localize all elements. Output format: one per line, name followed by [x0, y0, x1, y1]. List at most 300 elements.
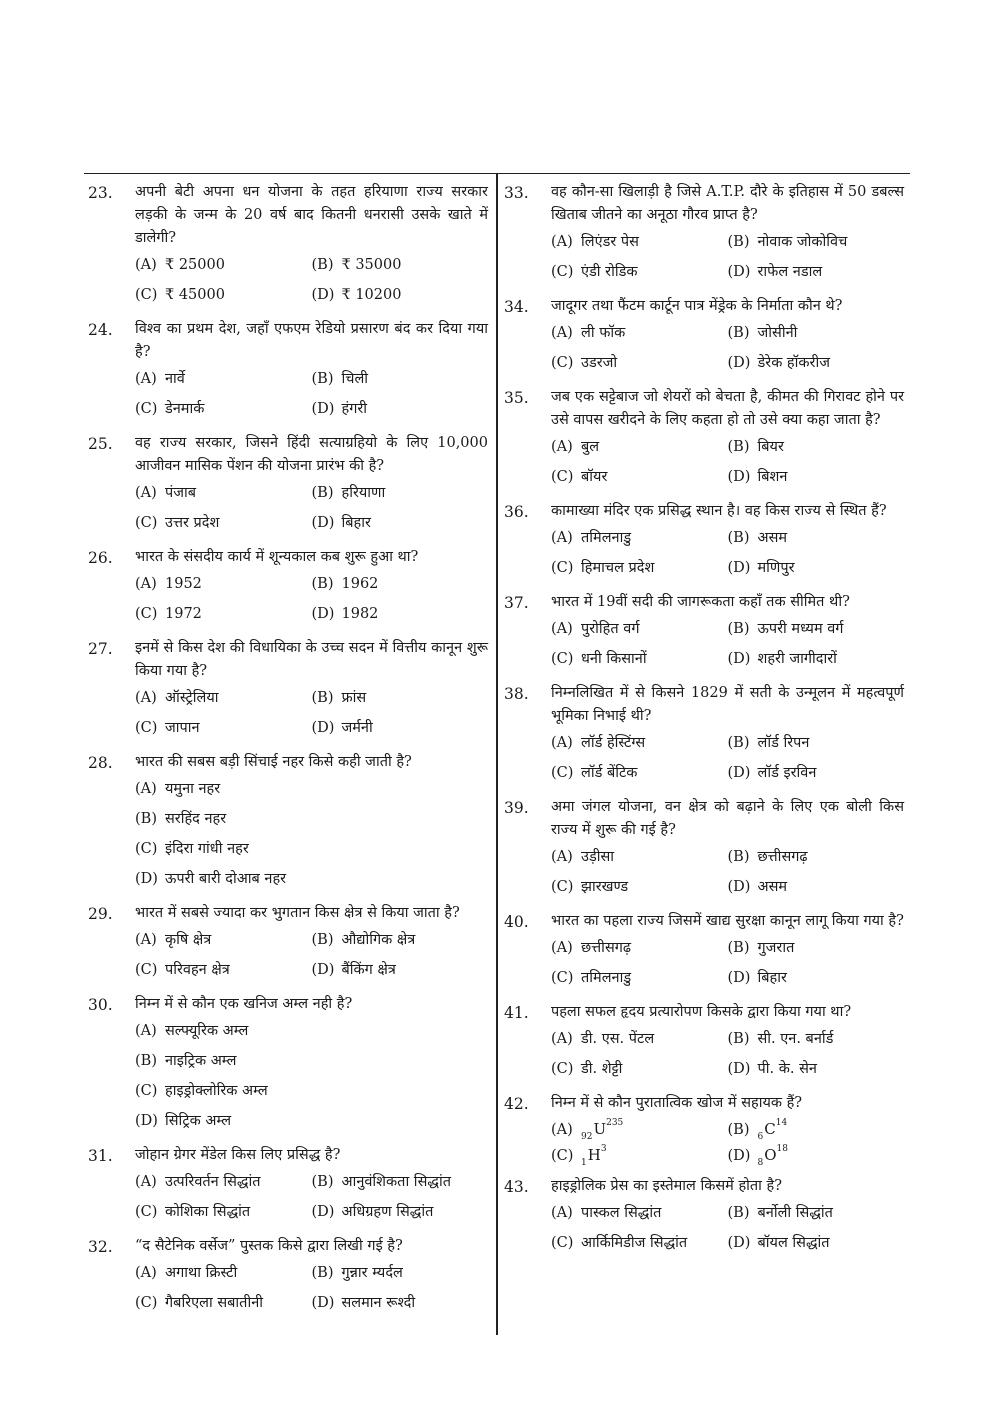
option-label: (C): [551, 765, 574, 781]
option-item[interactable]: [312, 959, 489, 982]
question-item: [504, 386, 904, 496]
option-item[interactable]: [728, 527, 905, 550]
option-label: (B): [311, 1174, 334, 1190]
option-item[interactable]: [728, 618, 905, 641]
option-text: ली फॉक: [581, 325, 626, 341]
option-item[interactable]: [728, 352, 905, 375]
option-label: (A): [135, 485, 157, 501]
question-text: भारत में 19वीं सदी की जागरूकता कहाँ तक सीमित थी?: [551, 594, 850, 610]
option-text: 1952: [165, 576, 202, 592]
option-item[interactable]: [135, 1110, 488, 1133]
option-item[interactable]: [551, 1202, 728, 1225]
option-item[interactable]: [551, 1058, 728, 1081]
question-text: अपनी बेटी अपना धन योजना के तहत हरियाणा राज्य सरकार लड़की के जन्म के 20 वर्ष बाद कितनी धनरासी उसके खाते में डालेगी?: [135, 184, 488, 246]
option-text: ऊपरी मध्यम वर्ग: [757, 621, 844, 637]
option-label: (C): [135, 841, 158, 857]
options-list: [135, 1020, 488, 1140]
option-label: (A): [551, 1122, 573, 1138]
option-item[interactable]: [728, 557, 905, 580]
option-text: डी. एस. पेंटल: [581, 1031, 655, 1047]
option-text: सल्फ्यूरिक अम्ल: [165, 1023, 249, 1039]
option-label: (A): [135, 690, 157, 706]
question-number: 23.: [88, 184, 113, 202]
option-item[interactable]: [728, 1028, 905, 1051]
option-text: हरियाणा: [341, 485, 386, 501]
option-item[interactable]: [728, 967, 905, 990]
option-label: (A): [135, 576, 157, 592]
option-text: 1982: [341, 606, 379, 622]
option-label: (B): [727, 621, 750, 637]
option-label: (B): [727, 325, 750, 341]
option-label: (D): [727, 1061, 751, 1077]
option-item[interactable]: [728, 322, 905, 345]
option-item[interactable]: [728, 762, 905, 785]
option-label: (C): [135, 287, 158, 303]
option-item[interactable]: [135, 808, 488, 831]
option-text: फ्रांस: [341, 690, 367, 706]
option-item[interactable]: [135, 368, 312, 391]
option-item[interactable]: [728, 732, 905, 755]
option-text: चिली: [341, 371, 369, 387]
option-label: (C): [135, 1083, 158, 1099]
option-item[interactable]: [728, 1202, 905, 1225]
option-item[interactable]: [135, 778, 488, 801]
option-item[interactable]: [551, 618, 728, 641]
option-text: राफेल नडाल: [757, 264, 823, 280]
question-number: 41.: [504, 1004, 529, 1022]
option-label: (D): [727, 970, 751, 986]
option-item[interactable]: [312, 284, 489, 307]
option-item[interactable]: [551, 876, 728, 899]
option-item[interactable]: [728, 648, 905, 671]
isotope-notation: [758, 1119, 788, 1142]
question-number: 33.: [504, 184, 529, 202]
column-divider: [496, 174, 498, 1335]
option-item[interactable]: [135, 838, 488, 861]
options-list: [135, 778, 488, 898]
option-item[interactable]: [312, 1292, 489, 1315]
option-label: (D): [727, 1148, 751, 1164]
question-text: भारत में सबसे ज्यादा कर भुगतान किस क्षेत्र से किया जाता है?: [135, 905, 460, 921]
option-label: (B): [311, 257, 334, 273]
option-text: ऊपरी बारी दोआब नहर: [165, 871, 287, 887]
option-item[interactable]: [551, 846, 728, 869]
option-text: नार्वे: [165, 371, 185, 387]
option-label: (C): [551, 970, 574, 986]
option-item[interactable]: [728, 937, 905, 960]
option-item[interactable]: [135, 482, 312, 505]
question-item: [504, 1175, 904, 1262]
option-item[interactable]: [551, 527, 728, 550]
question-text: जब एक सट्टेबाज जो शेयरों को बेचता है, कीमत की गिरावट होने पर उसे वापस खरीदने के लिए कहता हो तो उसे क्या कहा जाता है?: [551, 389, 904, 428]
option-text: लॉर्ड बेंटिक: [581, 765, 638, 781]
right-column: [504, 181, 904, 1266]
option-item[interactable]: [135, 929, 312, 952]
option-text: बर्नोली सिद्धांत: [757, 1205, 833, 1221]
question-text: “द सैटेनिक वर्सेज” पुस्तक किसे द्वारा लिखी गई है?: [135, 1238, 403, 1254]
isotope-notation: [581, 1119, 623, 1142]
option-text: बॉयर: [581, 469, 608, 485]
option-label: (D): [727, 879, 751, 895]
option-label: (B): [727, 439, 750, 455]
option-text: झारखण्ड: [581, 879, 629, 895]
option-text: तमिलनाडु: [581, 530, 632, 546]
option-item[interactable]: [135, 687, 312, 710]
question-number: 38.: [504, 685, 529, 703]
option-item[interactable]: [135, 717, 312, 740]
option-label: (A): [135, 932, 157, 948]
question-number: 43.: [504, 1178, 529, 1196]
option-item[interactable]: [551, 322, 728, 345]
options-list: [551, 322, 904, 382]
option-text: यमुना नहर: [165, 781, 221, 797]
option-item[interactable]: [312, 398, 489, 421]
option-item[interactable]: [728, 1058, 905, 1081]
option-text: हाइड्रोक्लोरिक अम्ल: [165, 1083, 268, 1099]
option-item[interactable]: [551, 937, 728, 960]
option-item[interactable]: [135, 1262, 312, 1285]
option-label: (D): [727, 1235, 751, 1251]
isotope-notation: [758, 1145, 789, 1168]
question-number: 31.: [88, 1147, 113, 1165]
option-text: 1962: [341, 576, 379, 592]
option-item[interactable]: [312, 1201, 489, 1224]
option-item[interactable]: [728, 436, 905, 459]
option-item[interactable]: [728, 1232, 905, 1255]
options-list: [135, 687, 488, 747]
option-label: (B): [727, 940, 750, 956]
option-text: कोशिका सिद्धांत: [165, 1204, 251, 1220]
question-number: 36.: [504, 503, 529, 521]
option-label: (B): [727, 234, 750, 250]
option-item[interactable]: [551, 1232, 728, 1255]
option-item[interactable]: [551, 557, 728, 580]
option-label: (D): [311, 606, 335, 622]
question-number: 24.: [88, 321, 113, 339]
option-item[interactable]: [312, 1171, 489, 1194]
option-item[interactable]: [551, 1145, 728, 1171]
option-item[interactable]: [135, 1050, 488, 1073]
option-item[interactable]: [728, 466, 905, 489]
option-item[interactable]: [728, 1145, 905, 1171]
option-text: डेनमार्क: [165, 401, 205, 417]
option-label: (C): [551, 651, 574, 667]
option-label: (A): [135, 1174, 157, 1190]
option-item[interactable]: [135, 1080, 488, 1103]
atomic-number: 8: [757, 1158, 764, 1168]
question-item: [504, 500, 904, 587]
option-text: लॉर्ड रिपन: [757, 735, 810, 751]
option-item[interactable]: [312, 368, 489, 391]
option-label: (B): [311, 690, 334, 706]
option-label: (D): [311, 287, 335, 303]
option-label: (D): [727, 765, 751, 781]
option-item[interactable]: [551, 436, 728, 459]
question-item: [88, 993, 488, 1140]
option-item[interactable]: [551, 466, 728, 489]
option-label: (C): [551, 1061, 574, 1077]
option-label: (C): [551, 879, 574, 895]
options-list: [135, 929, 488, 989]
option-text: बॉयल सिद्धांत: [757, 1235, 830, 1251]
element-symbol: O: [764, 1146, 777, 1164]
option-item[interactable]: [551, 762, 728, 785]
options-list: [135, 482, 488, 542]
option-item[interactable]: [135, 398, 312, 421]
option-item[interactable]: [312, 717, 489, 740]
atomic-number: 1: [581, 1158, 587, 1168]
option-text: जोसीनी: [757, 325, 798, 341]
question-number: 42.: [504, 1095, 529, 1113]
question-item: [504, 1001, 904, 1088]
options-list: [135, 368, 488, 428]
question-number: 34.: [504, 298, 529, 316]
question-text: वह कौन-सा खिलाड़ी है जिसे A.T.P. दौरे के इतिहास में 50 डबल्स खिताब जीतने का अनूठा गौरव प्राप्त है?: [551, 184, 904, 223]
option-text: नाइट्रिक अम्ल: [165, 1053, 237, 1069]
option-label: (C): [135, 401, 158, 417]
option-item[interactable]: [551, 732, 728, 755]
option-item[interactable]: [135, 603, 312, 626]
question-text: निम्न में से कौन एक खनिज अम्ल नही है?: [135, 996, 353, 1012]
option-item[interactable]: [551, 648, 728, 671]
option-item[interactable]: [312, 1262, 489, 1285]
options-list: [551, 527, 904, 587]
options-list: [551, 1202, 904, 1262]
question-item: [88, 902, 488, 989]
option-item[interactable]: [551, 1119, 728, 1145]
option-item[interactable]: [728, 846, 905, 869]
option-text: सलमान रूश्दी: [341, 1295, 416, 1311]
question-item: [504, 591, 904, 678]
question-item: [88, 546, 488, 633]
option-item[interactable]: [135, 1292, 312, 1315]
option-item[interactable]: [135, 868, 488, 891]
option-label: (A): [551, 234, 573, 250]
question-number: 39.: [504, 799, 529, 817]
option-text: इंदिरा गांधी नहर: [165, 841, 249, 857]
question-text: पहला सफल हृदय प्रत्यारोपण किसके द्वारा किया गया था?: [551, 1004, 852, 1020]
question-text: भारत की सबस बड़ी सिंचाई नहर किसे कही जाती है?: [135, 754, 412, 770]
option-label: (B): [727, 849, 750, 865]
option-text: ₹ 35000: [341, 257, 402, 273]
option-label: (A): [551, 530, 573, 546]
option-label: (D): [135, 871, 158, 887]
option-item[interactable]: [135, 1020, 488, 1043]
option-text: पी. के. सेन: [757, 1061, 817, 1077]
question-item: [88, 1235, 488, 1322]
option-text: ₹ 25000: [165, 257, 225, 273]
question-item: [88, 751, 488, 898]
atomic-number: 92: [581, 1132, 593, 1142]
option-text: अगाथा क्रिस्टी: [165, 1265, 238, 1281]
question-item: [88, 318, 488, 428]
option-text: गैबरिएला सबातीनी: [165, 1295, 264, 1311]
option-label: (B): [311, 485, 334, 501]
option-label: (D): [727, 264, 751, 280]
option-item[interactable]: [135, 573, 312, 596]
options-list: [135, 254, 488, 314]
option-item[interactable]: [135, 1171, 312, 1194]
option-text: 1972: [165, 606, 202, 622]
options-list: [551, 1119, 904, 1171]
question-number: 26.: [88, 549, 113, 567]
option-text: पास्कल सिद्धांत: [581, 1205, 662, 1221]
question-item: [504, 295, 904, 382]
options-list: [551, 618, 904, 678]
option-text: ₹ 45000: [165, 287, 225, 303]
option-label: (D): [135, 1113, 158, 1129]
option-item[interactable]: [135, 512, 312, 535]
option-label: (D): [727, 469, 751, 485]
option-label: (C): [135, 962, 158, 978]
question-text: इनमें से किस देश की विधायिका के उच्च सदन में वित्तीय कानून शुरू किया गया है?: [135, 640, 488, 679]
option-label: (D): [311, 515, 335, 531]
option-text: बिहार: [757, 970, 787, 986]
option-label: (A): [551, 849, 573, 865]
option-label: (D): [727, 355, 751, 371]
question-number: 30.: [88, 996, 113, 1014]
option-label: (B): [135, 811, 157, 827]
option-text: परिवहन क्षेत्र: [165, 962, 230, 978]
option-label: (A): [551, 325, 573, 341]
option-label: (A): [551, 1205, 573, 1221]
option-label: (D): [311, 401, 335, 417]
option-label: (A): [135, 257, 157, 273]
question-text: भारत का पहला राज्य जिसमें खाद्य सुरक्षा कानून लागू किया गया है?: [551, 913, 904, 929]
option-label: (B): [727, 1031, 750, 1047]
option-text: मणिपुर: [757, 560, 795, 576]
question-item: [88, 432, 488, 542]
question-text: जोहान ग्रेगर मेंडेल किस लिए प्रसिद्ध है?: [135, 1147, 341, 1163]
option-text: हिमाचल प्रदेश: [581, 560, 655, 576]
options-list: [551, 231, 904, 291]
option-text: एंडी रोडिक: [581, 264, 638, 280]
option-item[interactable]: [728, 261, 905, 284]
question-item: [504, 1092, 904, 1171]
question-item: [504, 796, 904, 906]
option-label: (B): [311, 371, 334, 387]
option-text: लॉर्ड हेस्टिंग्स: [581, 735, 646, 751]
option-text: गुन्नार म्यर्दल: [341, 1265, 403, 1281]
option-label: (D): [311, 720, 335, 736]
option-label: (A): [135, 1265, 157, 1281]
option-text: तमिलनाडु: [581, 970, 632, 986]
option-item[interactable]: [551, 231, 728, 254]
option-label: (C): [135, 720, 158, 736]
option-label: (D): [311, 1204, 335, 1220]
option-text: आर्किमिडीज सिद्धांत: [581, 1235, 688, 1251]
option-label: (C): [135, 1295, 158, 1311]
option-label: (C): [551, 1235, 574, 1251]
option-item[interactable]: [135, 959, 312, 982]
option-text: सरहिंद नहर: [165, 811, 227, 827]
option-text: गुजरात: [757, 940, 795, 956]
option-item[interactable]: [135, 254, 312, 277]
option-item[interactable]: [551, 1028, 728, 1051]
question-number: 29.: [88, 905, 113, 923]
option-item[interactable]: [312, 482, 489, 505]
option-label: (A): [135, 781, 157, 797]
question-text: वह राज्य सरकार, जिसने हिंदी सत्याग्रहियो के लिए 10,000 आजीवन मासिक पेंशन की योजना प्रारंभ की है?: [135, 435, 488, 474]
option-text: बिशन: [757, 469, 788, 485]
option-text: उड़ीसा: [581, 849, 615, 865]
question-number: 25.: [88, 435, 113, 453]
element-symbol: H: [587, 1146, 601, 1164]
option-text: पुरोहित वर्ग: [581, 621, 640, 637]
option-text: डी. शेट्टी: [581, 1061, 623, 1077]
option-label: (B): [311, 1265, 334, 1281]
option-item[interactable]: [135, 1201, 312, 1224]
question-item: [88, 181, 488, 314]
option-item[interactable]: [312, 573, 489, 596]
option-item[interactable]: [551, 967, 728, 990]
option-item[interactable]: [312, 254, 489, 277]
question-item: [504, 682, 904, 792]
options-list: [551, 1028, 904, 1088]
option-item[interactable]: [728, 231, 905, 254]
question-number: 27.: [88, 640, 113, 658]
option-text: लिएंडर पेस: [581, 234, 639, 250]
options-list: [135, 1171, 488, 1231]
option-label: (A): [551, 621, 573, 637]
option-label: (A): [551, 439, 573, 455]
option-label: (D): [311, 1295, 335, 1311]
option-item[interactable]: [728, 1119, 905, 1145]
options-list: [551, 937, 904, 997]
option-text: उडरजो: [581, 355, 618, 371]
option-item[interactable]: [135, 284, 312, 307]
option-label: (C): [551, 560, 574, 576]
option-label: (D): [727, 651, 751, 667]
option-text: छत्तीसगढ़: [757, 849, 808, 865]
question-item: [88, 637, 488, 747]
option-label: (A): [135, 1023, 157, 1039]
option-item[interactable]: [728, 876, 905, 899]
option-label: (A): [551, 735, 573, 751]
option-item[interactable]: [312, 512, 489, 535]
option-item[interactable]: [312, 929, 489, 952]
options-list: [551, 732, 904, 792]
options-list: [135, 1262, 488, 1322]
option-text: औद्योगिक क्षेत्र: [341, 932, 416, 948]
option-item[interactable]: [551, 261, 728, 284]
element-symbol: C: [764, 1120, 776, 1138]
mass-number: 18: [776, 1144, 788, 1154]
options-list: [551, 846, 904, 906]
question-text: निम्न में से कौन पुरातात्विक खोज में सहायक हैं?: [551, 1095, 803, 1111]
option-text: बैंकिंग क्षेत्र: [341, 962, 396, 978]
option-text: लॉर्ड इरविन: [757, 765, 817, 781]
question-text: जादूगर तथा फैंटम कार्टून पात्र मेंड्रेक के निर्माता कौन थे?: [551, 298, 843, 314]
option-item[interactable]: [312, 687, 489, 710]
option-label: (B): [727, 530, 750, 546]
option-label: (C): [551, 264, 574, 280]
mass-number: 3: [600, 1144, 607, 1154]
question-number: 32.: [88, 1238, 113, 1256]
option-item[interactable]: [551, 352, 728, 375]
option-text: उत्तर प्रदेश: [165, 515, 220, 531]
option-label: (B): [311, 932, 334, 948]
option-item[interactable]: [312, 603, 489, 626]
option-label: (C): [135, 606, 158, 622]
option-text: अधिग्रहण सिद्धांत: [341, 1204, 434, 1220]
option-text: नोवाक जोकोविच: [757, 234, 848, 250]
question-text: कामाख्या मंदिर एक प्रसिद्ध स्थान है। वह किस राज्य से स्थित हैं?: [551, 503, 887, 519]
left-column: [88, 181, 488, 1326]
option-text: बियर: [757, 439, 784, 455]
option-text: बिहार: [341, 515, 371, 531]
options-list: [551, 436, 904, 496]
